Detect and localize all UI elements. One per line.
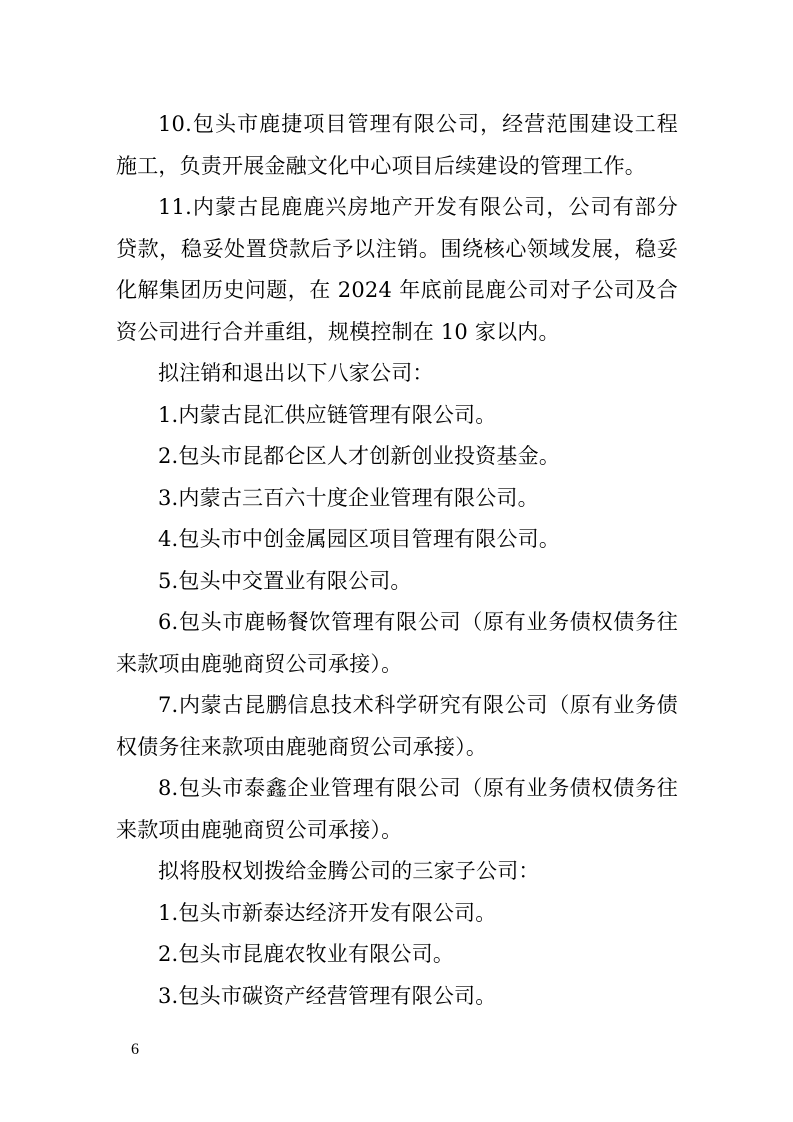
list-item: 2.包头市昆都仑区人才创新创业投资基金。 [158,444,561,468]
paragraph-company-10: 10.包头市鹿捷项目管理有限公司，经营范围建设工程施工，负责开展金融文化中心项目后续建设的管理工作。 [116,112,678,178]
list-item: 5.包头中交置业有限公司。 [158,568,412,593]
list-item: 7.内蒙古昆鹏信息技术科学研究有限公司（原有业务债权债务往来款项由鹿驰商贸公司承接）。 [116,693,678,759]
list-item: 3.包头市碳资产经营管理有限公司。 [158,983,497,1008]
paragraph-company-11: 11.内蒙古昆鹿鹿兴房地产开发有限公司，公司有部分贷款，稳妥处置贷款后予以注销。围绕核心领域发展，稳妥化解集团历史问题，在 2024 年底前昆鹿公司对子公司及合资公司进行合并重组，规模控制在 10 家以内。 [116,195,678,344]
list-item: 3.内蒙古三百六十度企业管理有限公司。 [158,485,539,510]
heading-deregister-list: 拟注销和退出以下八家公司： [158,361,434,385]
document-body [116,104,678,1017]
heading-transfer-list: 拟将股权划拨给金腾公司的三家子公司： [158,859,540,883]
list-item: 6.包头市鹿畅餐饮管理有限公司（原有业务债权债务往来款项由鹿驰商贸公司承接）。 [116,610,678,676]
page-number: 6 [131,1041,139,1058]
list-item: 1.包头市新泰达经济开发有限公司。 [158,900,497,925]
list-item: 2.包头市昆鹿农牧业有限公司。 [158,942,455,966]
list-item: 4.包头市中创金属园区项目管理有限公司。 [158,527,561,551]
list-item: 1.内蒙古昆汇供应链管理有限公司。 [158,402,497,427]
list-item: 8.包头市泰鑫企业管理有限公司（原有业务债权债务往来款项由鹿驰商贸公司承接）。 [116,776,678,842]
